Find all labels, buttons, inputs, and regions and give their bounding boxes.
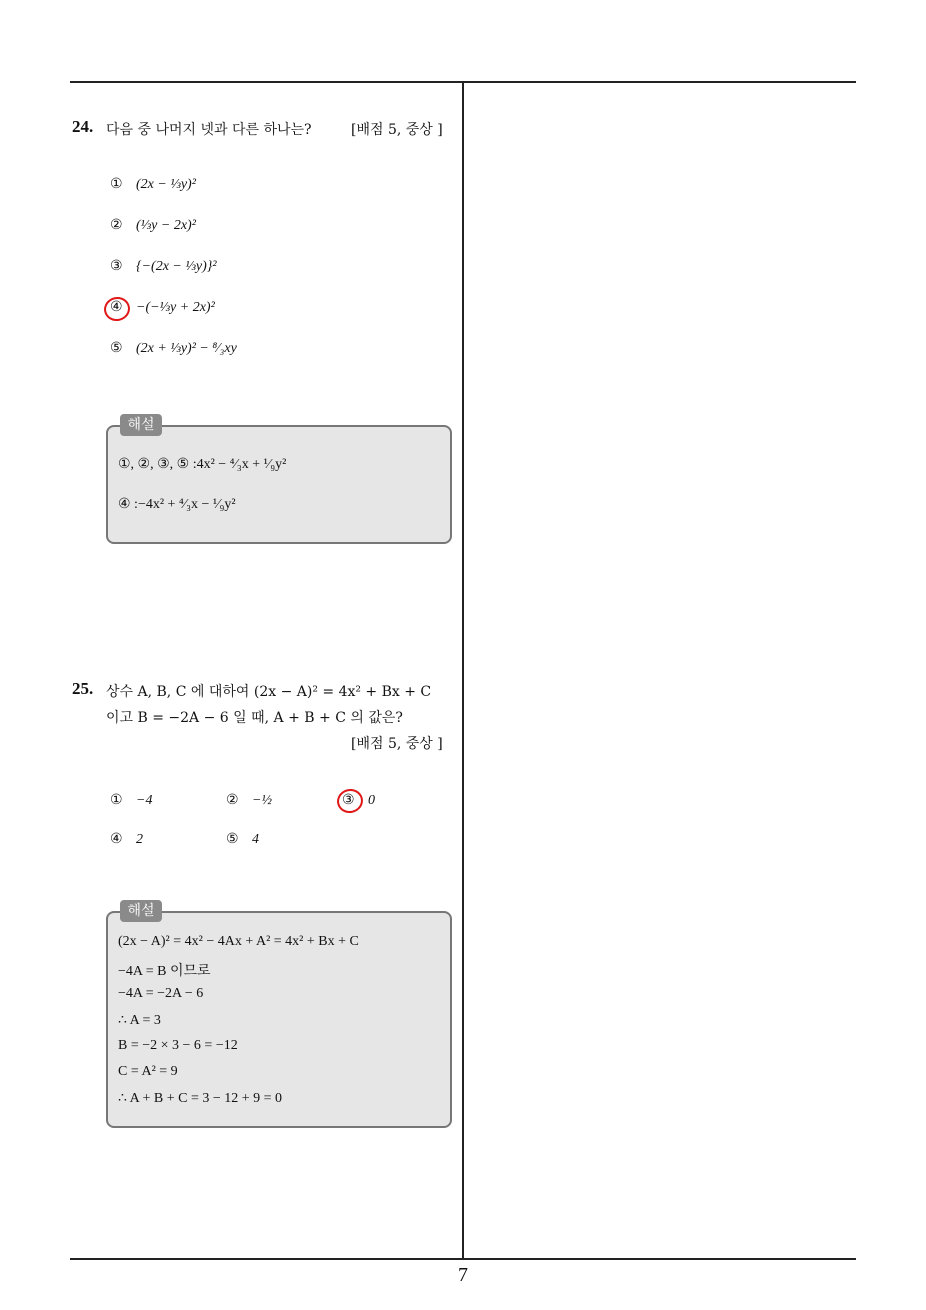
- q25-solution-line: (2x − A)² = 4x² − 4Ax + A² = 4x² + Bx + C: [118, 934, 359, 949]
- option-mark: ②: [226, 793, 239, 808]
- option-mark: ⑤: [110, 341, 123, 356]
- q24-meta: [배점 5, 중상 ]: [351, 122, 443, 138]
- option-mark: ④: [110, 300, 123, 315]
- option-mark: ③: [342, 793, 355, 808]
- q24-solution-line: ④ :−4x² + ⁴⁄₃x − ¹⁄₉y²: [118, 497, 236, 512]
- q25-solution-line: −4A = B 이므로: [118, 964, 211, 979]
- q24-option-3[interactable]: [110, 258, 217, 275]
- q25-solution-line: ∴ A = 3: [118, 1013, 161, 1028]
- option-value: 2: [136, 832, 143, 847]
- q25-solution-line: B = −2 × 3 − 6 = −12: [118, 1038, 238, 1053]
- q25-solution-line: C = A² = 9: [118, 1064, 178, 1079]
- option-expr: (2x + ⅓y)² − ⁸⁄₃xy: [136, 341, 237, 356]
- q24-text: 다음 중 나머지 넷과 다른 하나는?: [106, 122, 312, 138]
- q24-option-4[interactable]: [110, 299, 215, 316]
- q25-option-3[interactable]: [342, 792, 375, 809]
- option-expr: {−(2x − ⅓y)}²: [136, 259, 217, 274]
- q25-solution-line: ∴ A + B + C = 3 − 12 + 9 = 0: [118, 1091, 283, 1106]
- option-value: −4: [136, 793, 153, 808]
- option-expr: (2x − ⅓y)²: [136, 177, 196, 192]
- q25-text-line2: 이고 B = −2A − 6 일 때, A + B + C 의 값은?: [106, 710, 403, 726]
- q24-number: 24.: [72, 117, 94, 136]
- option-expr: −(−⅓y + 2x)²: [136, 300, 215, 315]
- option-expr: (⅓y − 2x)²: [136, 218, 196, 233]
- q24-option-5[interactable]: [110, 340, 237, 357]
- q25-option-4[interactable]: [110, 831, 143, 848]
- q25-solution-line: −4A = −2A − 6: [118, 986, 204, 1001]
- option-mark: ③: [110, 259, 123, 274]
- option-mark: ④: [110, 832, 123, 847]
- q25-number: 25.: [72, 679, 94, 698]
- q25-meta: [배점 5, 중상 ]: [351, 736, 443, 752]
- q24-solution-tag: 해설: [120, 414, 162, 436]
- q25-option-1[interactable]: [110, 792, 152, 809]
- column-divider: [462, 82, 464, 1259]
- option-mark: ①: [110, 793, 123, 808]
- q25-solution-tag: 해설: [120, 900, 162, 922]
- page-number: 7: [458, 1264, 468, 1286]
- q25-option-2[interactable]: [226, 792, 272, 809]
- option-value: −½: [252, 793, 272, 808]
- q25-text-line1: 상수 A, B, C 에 대하여 (2x − A)² = 4x² + Bx + C: [106, 684, 432, 700]
- bottom-rule: [70, 1258, 856, 1260]
- q24-solution-box: [106, 425, 452, 544]
- q24-solution-line: ①, ②, ③, ⑤ :4x² − ⁴⁄₃x + ¹⁄₉y²: [118, 457, 287, 472]
- option-mark: ①: [110, 177, 123, 192]
- q24-option-2[interactable]: [110, 217, 196, 234]
- q24-option-1[interactable]: [110, 176, 196, 193]
- option-value: 4: [252, 832, 259, 847]
- option-value: 0: [368, 793, 375, 808]
- option-mark: ⑤: [226, 832, 239, 847]
- q25-option-5[interactable]: [226, 831, 259, 848]
- option-mark: ②: [110, 218, 123, 233]
